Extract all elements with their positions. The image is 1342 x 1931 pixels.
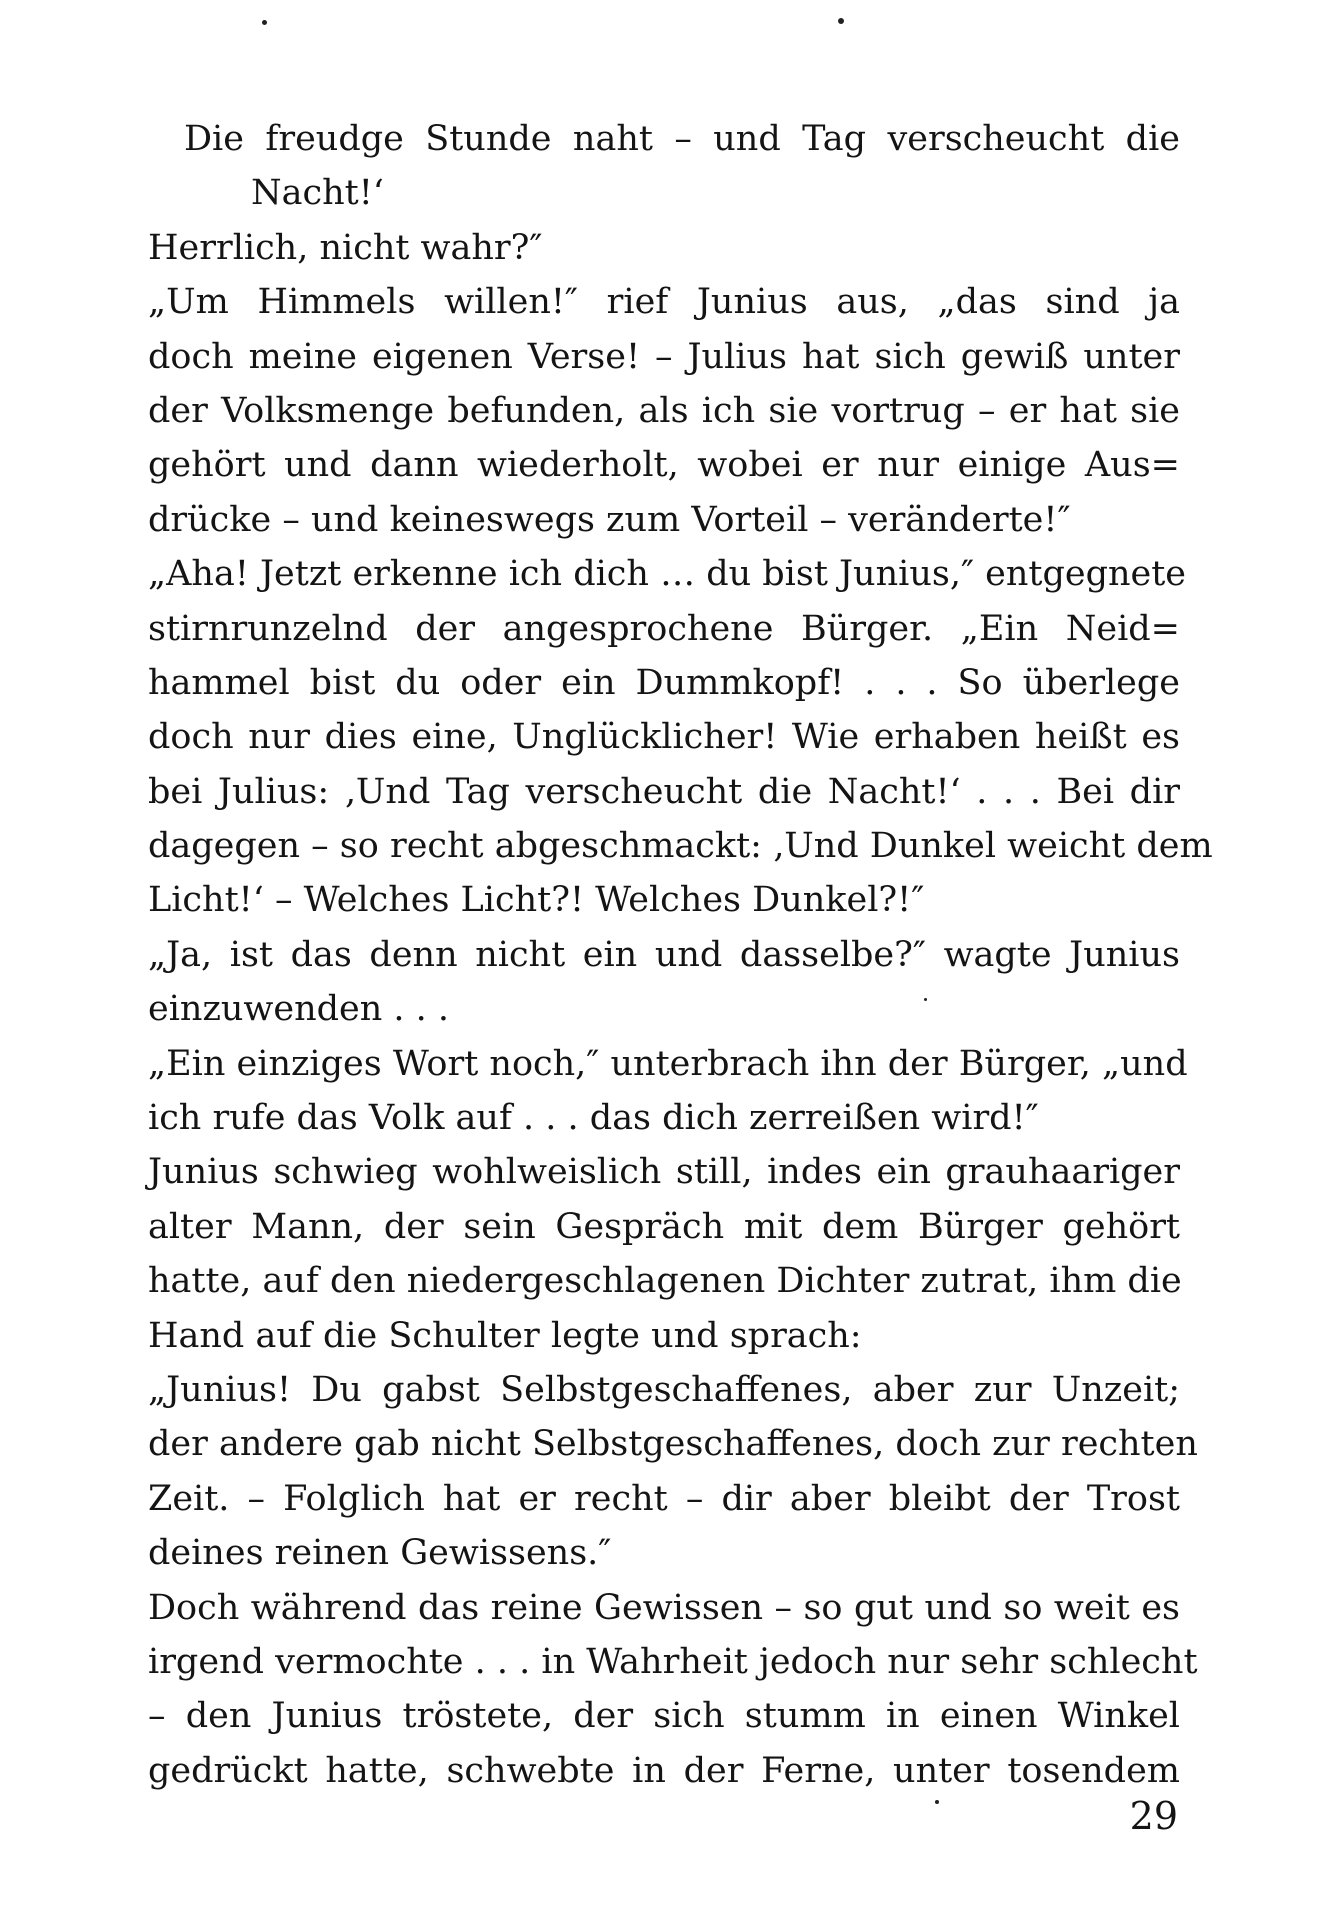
- print-speck-left: [262, 20, 267, 25]
- text-line: doch nur dies eine, Unglücklicher! Wie erhaben heißt es: [148, 717, 1180, 758]
- text-line: gehört und dann wiederholt, wobei er nur einige Aus=: [148, 445, 1180, 486]
- text-line: stirnrunzelnd der angesprochene Bürger. „Ein Neid=: [148, 608, 1180, 649]
- text-line: drücke – und keineswegs zum Vorteil – veränderte!″: [148, 499, 1071, 540]
- text-line: Herrlich, nicht wahr?″: [148, 227, 543, 268]
- text-line: „Um Himmels willen!″ rief Junius aus, „das sind ja: [148, 282, 1180, 323]
- text-line: „Junius! Du gabst Selbstgeschaffenes, aber zur Unzeit;: [148, 1369, 1180, 1410]
- text-line: der andere gab nicht Selbstgeschaffenes, doch zur rechten: [148, 1424, 1198, 1465]
- text-line: gedrückt hatte, schwebte in der Ferne, unter tosendem: [148, 1750, 1180, 1791]
- text-line-verse-continuation: Nacht!‘: [251, 173, 384, 214]
- text-line: „Ein einziges Wort noch,″ unterbrach ihn der Bürger, „und: [148, 1043, 1188, 1084]
- text-line: bei Julius: ‚Und Tag verscheucht die Nacht!‘ . . . Bei dir: [148, 771, 1180, 812]
- text-line: deines reinen Gewissens.″: [148, 1533, 612, 1574]
- text-line: ich rufe das Volk auf . . . das dich zerreißen wird!″: [148, 1098, 1039, 1139]
- body-text: [148, 112, 1213, 1798]
- text-line: Doch während das reine Gewissen – so gut und so weit es: [148, 1587, 1180, 1628]
- text-line: irgend vermochte . . . in Wahrheit jedoch nur sehr schlecht: [148, 1641, 1198, 1682]
- text-line: „Ja, ist das denn nicht ein und dasselbe?″ wagte Junius: [148, 934, 1180, 975]
- print-speck-bottom: [935, 1800, 939, 1804]
- page-number: 29: [1129, 1794, 1178, 1838]
- text-line: dagegen – so recht abgeschmackt: ‚Und Dunkel weicht dem: [148, 826, 1213, 867]
- text-line: der Volksmenge befunden, als ich sie vortrug – er hat sie: [148, 390, 1180, 431]
- print-speck-right: [838, 18, 844, 24]
- text-line: Zeit. – Folglich hat er recht – dir aber bleibt der Trost: [148, 1478, 1180, 1519]
- text-line: alter Mann, der sein Gespräch mit dem Bürger gehört: [148, 1206, 1180, 1247]
- print-speck-inline: [924, 998, 927, 1001]
- text-line: einzuwenden . . .: [148, 989, 450, 1030]
- text-line: Licht!‘ – Welches Licht?! Welches Dunkel?!″: [148, 880, 925, 921]
- text-line: – den Junius tröstete, der sich stumm in einen Winkel: [148, 1696, 1180, 1737]
- text-line: „Aha! Jetzt erkenne ich dich … du bist Junius,″ entgegnete: [148, 554, 1187, 595]
- text-line: doch meine eigenen Verse! – Julius hat sich gewiß unter: [148, 336, 1180, 377]
- text-line: hatte, auf den niedergeschlagenen Dichter zutrat, ihm die: [148, 1261, 1182, 1302]
- text-line: Junius schwieg wohlweislich still, indes ein grauhaariger: [148, 1152, 1180, 1193]
- text-line-verse: Die freudge Stunde naht – und Tag verscheucht die: [184, 119, 1180, 159]
- text-line: Hand auf die Schulter legte und sprach:: [148, 1315, 862, 1356]
- text-line: hammel bist du oder ein Dummkopf! . . . So überlege: [148, 662, 1180, 703]
